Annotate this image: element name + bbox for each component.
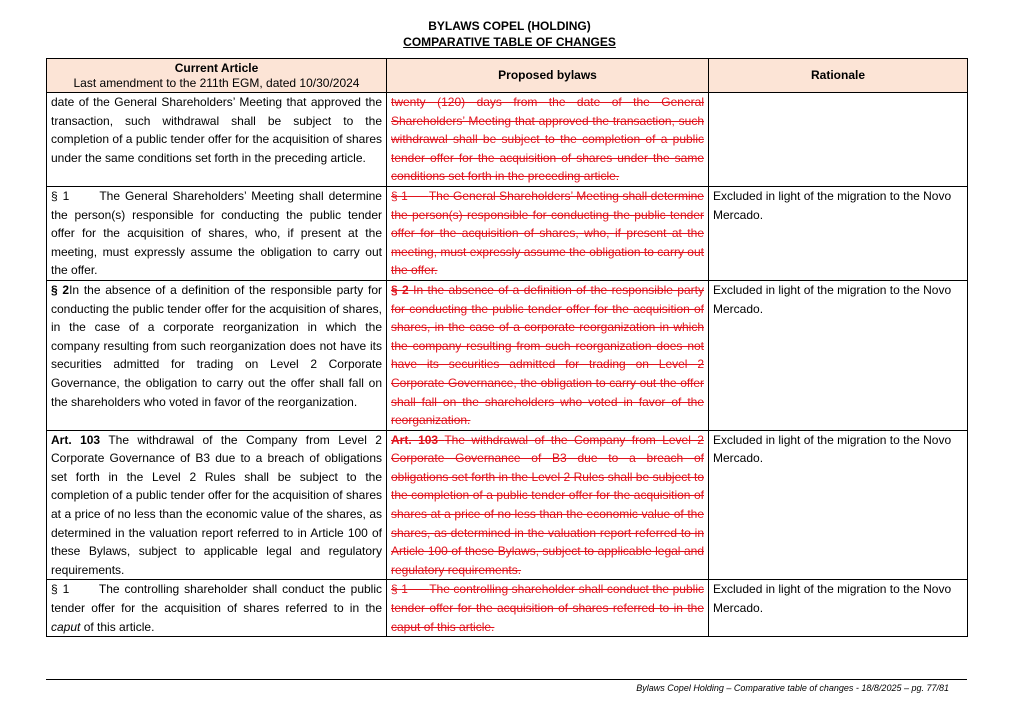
header-current-title: Current Article	[174, 60, 259, 75]
document-subtitle: COMPARATIVE TABLE OF CHANGES	[403, 35, 616, 49]
page-footer: Bylaws Copel Holding – Comparative table of changes - 18/8/2025 – pg. 77/81	[636, 683, 949, 693]
table-row	[47, 280, 968, 430]
document-header	[0, 18, 1019, 50]
header-rationale	[709, 59, 968, 93]
current-article-text-end: of this article.	[83, 619, 155, 634]
rationale-cell	[709, 93, 968, 187]
header-current-article	[47, 59, 387, 93]
rationale-text: Excluded in light of the migration to the Novo Mercado.	[713, 282, 952, 316]
article-marker: Art. 103	[391, 432, 439, 447]
table-header-row	[47, 59, 968, 93]
current-article-text: date of the General Shareholders’ Meeting that approved the transaction, such withdrawal shall be subject to the completion of a public tender offer for the acquisition of shares under the same conditions set forth in the preceding article.	[51, 95, 382, 165]
article-marker: Art. 103	[51, 432, 101, 447]
current-article-text: The withdrawal of the Company from Level 2 Corporate Governance of B3 due to a breach of obligations set forth in the Level 2 Rules shall be subject to the completion of a public tender offer for the acquisition of shares at a price of no less than the economic value of the shares, as determined in the valuation report referred to in Article 100 of these Bylaws, subject to applicable legal and regulatory requirements.	[51, 432, 382, 577]
table-row	[47, 93, 968, 187]
rationale-text: Excluded in light of the migration to the Novo Mercado.	[713, 432, 952, 466]
current-article-text: In the absence of a definition of the responsible party for conducting the public tender offer for the acquisition of shares, in the case of a corporate reorganization in which the company resulting from such reorganization does not have its securities admitted for trading on Level 2 Corporate Governance, the obligation to carry out the offer shall fall on the shareholders who voted in favor of the reorganization.	[51, 282, 382, 409]
proposed-struck-text: The General Shareholders’ Meeting shall determine the person(s) responsible for conducting the public tender offer for the acquisition of shares, who, if present at the meeting, must expressly assume the obligation to carry out the offer.	[391, 188, 704, 278]
table-row	[47, 580, 968, 637]
paragraph-marker: § 1	[51, 582, 70, 597]
caput-term: caput	[51, 619, 81, 634]
proposed-bylaws-cell	[387, 93, 709, 187]
rationale-cell	[709, 430, 968, 580]
proposed-struck-text: In the absence of a definition of the responsible party for conducting the public tender offer for the acquisition of shares, in the case of a corporate reorganization in which the company resulting from such reorganization does not have its securities admitted for trading on Level 2 Corporate Governance, the obligation to carry out the offer shall fall on the shareholders who voted in favor of the reorganization.	[391, 282, 704, 428]
paragraph-marker: § 2	[391, 282, 409, 297]
table-row	[47, 430, 968, 580]
rationale-text: Excluded in light of the migration to the Novo Mercado.	[713, 188, 952, 222]
rationale-cell	[709, 280, 968, 430]
rationale-cell	[709, 580, 968, 637]
header-proposed-label: Proposed bylaws	[498, 68, 597, 82]
proposed-struck-text: The withdrawal of the Company from Level 2 Corporate Governance of B3 due to a breach of obligations set forth in the Level 2 Rules shall be subject to the completion of a public tender offer for the acquisition of shares at a price of no less than the economic value of the shares, as determined in the valuation report referred to in Article 100 of these Bylaws, subject to applicable legal and regulatory requirements.	[391, 432, 704, 577]
header-current-subtitle: Last amendment to the 211th EGM, dated 10/30/2024	[73, 75, 360, 90]
proposed-struck-text: The controlling shareholder shall conduct the public tender offer for the acquisition of shares referred to in the caput of this article.	[391, 582, 704, 634]
current-article-cell	[47, 430, 387, 580]
rationale-text: Excluded in light of the migration to the Novo Mercado.	[713, 582, 952, 616]
current-article-cell	[47, 280, 387, 430]
paragraph-marker: § 1	[51, 188, 70, 203]
header-proposed-bylaws	[387, 59, 709, 93]
current-article-cell	[47, 93, 387, 187]
proposed-bylaws-cell	[387, 186, 709, 280]
paragraph-marker: § 1	[391, 188, 408, 203]
proposed-bylaws-cell	[387, 580, 709, 637]
current-article-text: The General Shareholders’ Meeting shall determine the person(s) responsible for conducting the public tender offer for the acquisition of shares, who, if present at the meeting, must expressly assume the obligation to carry out the offer.	[51, 188, 382, 278]
header-rationale-label: Rationale	[810, 68, 865, 82]
current-article-cell	[47, 186, 387, 280]
proposed-struck-text: twenty (120) days from the date of the General Shareholders’ Meeting that approved the transaction, such withdrawal shall be subject to the completion of a public tender offer for the acquisition of shares under the same conditions set forth in the preceding article.	[391, 95, 704, 184]
paragraph-marker: § 2	[51, 282, 70, 297]
current-article-text: The controlling shareholder shall conduct the public tender offer for the acquisition of shares referred to in the	[51, 582, 383, 616]
rationale-cell	[709, 186, 968, 280]
paragraph-marker: § 1	[391, 582, 408, 597]
current-article-cell	[47, 580, 387, 637]
document-title: BYLAWS COPEL (HOLDING)	[428, 19, 591, 33]
proposed-bylaws-cell	[387, 430, 709, 580]
table-row	[47, 186, 968, 280]
footer-divider	[46, 679, 967, 680]
comparative-table	[46, 58, 968, 637]
proposed-bylaws-cell	[387, 280, 709, 430]
